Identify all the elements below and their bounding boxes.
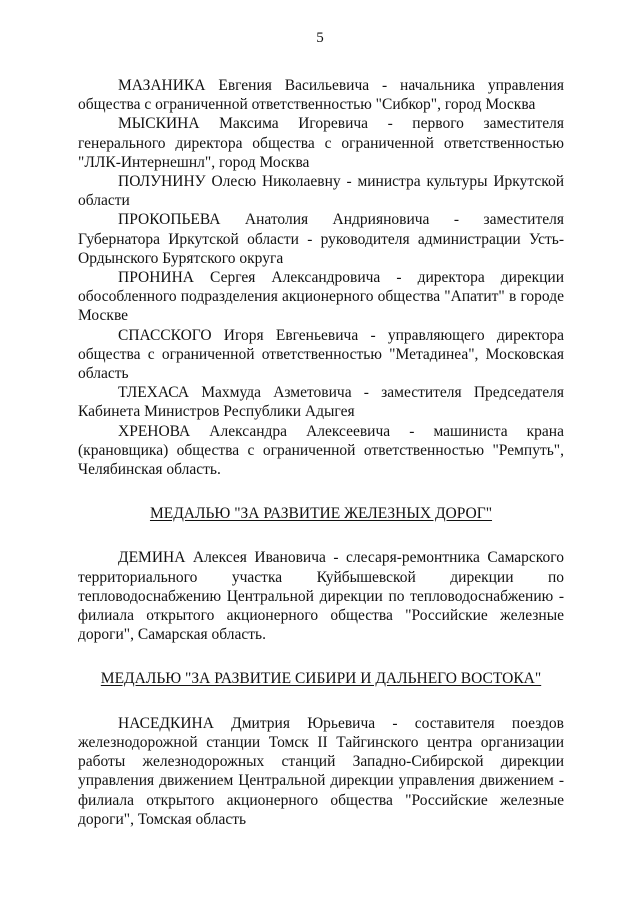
document-body [78,76,564,829]
award-entry: СПАССКОГО Игоря Евгеньевича - управляющего директора общества с ограниченной ответственностью "Метадинеа", Московская область [78,326,564,383]
award-entry: ПРОКОПЬЕВА Анатолия Андрияновича - заместителя Губернатора Иркутской области - руководителя администрации Усть-Ордынского Бурятского округа [78,211,564,267]
award-entry: ДЕМИНА Алексея Ивановича - слесаря-ремонтника Самарского территориального участка Куйбышевской дирекции по тепловодоснабжению Центральной дирекции по тепловодоснабжению - филиала открытого акционерного общества "Российские железные дороги", Самарская область. [78,549,564,644]
award-entry: ПОЛУНИНУ Олесю Николаевну - министра культуры Иркутской области [78,173,564,210]
award-entry: ХРЕНОВА Александра Алексеевича - машиниста крана (крановщика) общества с ограниченной ответственностью "Ремпуть", Челябинская область. [78,422,564,479]
award-entry: НАСЕДКИНА Дмитрия Юрьевича - составителя поездов железнодорожной станции Томск II Тайгинского центра организации работы железнодорожных станций Западно-Сибирской дирекции управления движением Центральной дирекции управления движением - филиала открытого акционерного общества "Российские железные дороги", Томская область [78,714,564,828]
section-heading-siberia: МЕДАЛЬЮ "ЗА РАЗВИТИЕ СИБИРИ И ДАЛЬНЕГО ВОСТОКА" [100,670,542,688]
award-entry: МАЗАНИКА Евгения Васильевича - начальника управления общества с ограниченной ответственностью "Сибкор", город Москва [78,77,564,114]
section-heading-railways: МЕДАЛЬЮ "ЗА РАЗВИТИЕ ЖЕЛЕЗНЫХ ДОРОГ" [149,505,493,523]
award-entry: ПРОНИНА Сергея Александровича - директора дирекции обособленного подразделения акционерного общества "Апатит" в городе Москве [78,269,564,325]
award-entry: МЫСКИНА Максима Игоревича - первого заместителя генерального директора общества с ограниченной ответственностью "ЛЛК-Интернешнл", город Москва [78,115,564,171]
award-entry: ТЛЕХАСА Махмуда Азметовича - заместителя Председателя Кабинета Министров Республики Адыгея [78,384,564,421]
page-number: 5 [316,30,324,46]
